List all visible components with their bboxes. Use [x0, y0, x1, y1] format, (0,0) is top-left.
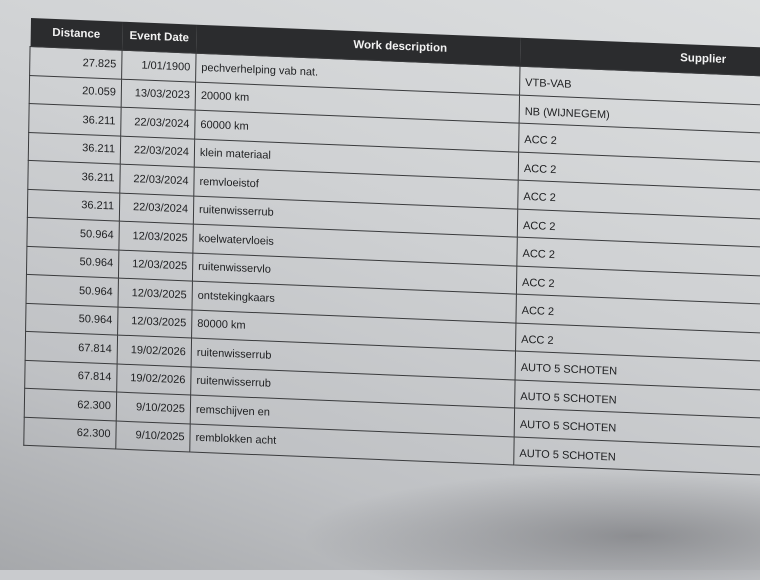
- printed-sheet: [23, 18, 760, 475]
- cell-work-description: remschijven en: [190, 395, 514, 436]
- cell-distance: 20.059: [29, 75, 121, 107]
- header-distance: Distance: [30, 18, 122, 50]
- cell-event-date: 9/10/2025: [116, 421, 190, 452]
- cell-supplier: ACC 2: [519, 123, 760, 162]
- cell-supplier: ACC 2: [517, 237, 760, 276]
- cell-distance: 36.211: [27, 189, 119, 221]
- cell-event-date: 22/03/2024: [119, 193, 193, 224]
- cell-supplier: AUTO 5 SCHOTEN: [515, 351, 760, 390]
- cell-supplier: ACC 2: [517, 209, 760, 248]
- cell-work-description: 80000 km: [192, 310, 516, 351]
- cell-work-description: remvloeistof: [194, 167, 518, 208]
- header-supplier: Supplier: [520, 38, 760, 77]
- cell-event-date: 22/03/2024: [120, 164, 194, 195]
- cell-distance: 36.211: [28, 132, 120, 164]
- cell-supplier: ACC 2: [516, 294, 760, 333]
- cell-event-date: 19/02/2026: [117, 364, 191, 395]
- cell-work-description: 60000 km: [195, 110, 519, 151]
- cell-event-date: 12/03/2025: [118, 307, 192, 338]
- cell-distance: 62.300: [24, 417, 116, 449]
- maintenance-table: [23, 18, 760, 476]
- table-body: [24, 47, 760, 476]
- cell-work-description: 20000 km: [195, 82, 519, 123]
- cell-distance: 27.825: [30, 47, 122, 79]
- header-event-date: Event Date: [122, 22, 196, 53]
- cell-distance: 50.964: [26, 246, 118, 278]
- cell-event-date: 13/03/2023: [121, 79, 195, 110]
- cell-event-date: 9/10/2025: [116, 392, 190, 423]
- cell-distance: 50.964: [26, 274, 118, 306]
- cell-event-date: 22/03/2024: [120, 136, 194, 167]
- cell-work-description: klein materiaal: [194, 139, 518, 180]
- cell-distance: 36.211: [29, 103, 121, 135]
- cell-distance: 62.300: [24, 388, 116, 420]
- cell-distance: 36.211: [28, 160, 120, 192]
- cell-event-date: 12/03/2025: [118, 278, 192, 309]
- cell-work-description: ontstekingkaars: [192, 281, 516, 322]
- cell-event-date: 12/03/2025: [119, 221, 193, 252]
- cell-distance: 67.814: [25, 331, 117, 363]
- cell-supplier: AUTO 5 SCHOTEN: [515, 380, 760, 419]
- cell-event-date: 22/03/2024: [121, 107, 195, 138]
- header-work-description: Work description: [196, 25, 520, 66]
- cell-supplier: ACC 2: [518, 180, 760, 219]
- cell-supplier: AUTO 5 SCHOTEN: [514, 436, 760, 475]
- cell-distance: 50.964: [26, 303, 118, 335]
- cell-event-date: 12/03/2025: [118, 250, 192, 281]
- cell-supplier: NB (WIJNEGEM): [519, 95, 760, 134]
- cell-distance: 67.814: [25, 360, 117, 392]
- cell-work-description: koelwatervloeis: [193, 224, 517, 265]
- cell-supplier: ACC 2: [518, 152, 760, 191]
- cell-work-description: ruitenwisserrub: [191, 367, 515, 408]
- cell-supplier: ACC 2: [516, 323, 760, 362]
- cell-work-description: remblokken acht: [190, 423, 514, 464]
- cell-supplier: VTB-VAB: [520, 66, 760, 105]
- cell-work-description: ruitenwisserrub: [193, 196, 517, 237]
- cell-supplier: ACC 2: [516, 266, 760, 305]
- cell-supplier: AUTO 5 SCHOTEN: [514, 408, 760, 447]
- cell-event-date: 1/01/1900: [122, 50, 196, 81]
- cell-work-description: ruitenwisservlo: [192, 253, 516, 294]
- cell-event-date: 19/02/2026: [117, 335, 191, 366]
- shadow: [300, 470, 760, 580]
- cell-work-description: pechverhelping vab nat.: [196, 53, 520, 94]
- cell-distance: 50.964: [27, 217, 119, 249]
- cell-work-description: ruitenwisserrub: [191, 338, 515, 379]
